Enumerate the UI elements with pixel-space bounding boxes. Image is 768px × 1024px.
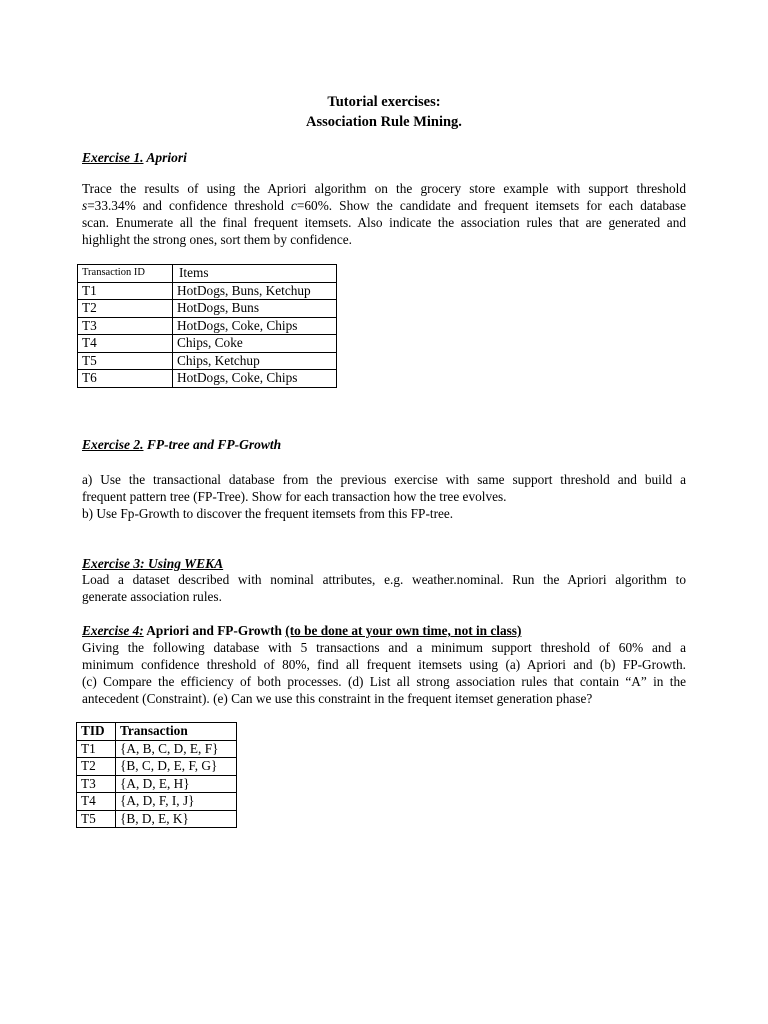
table-header-row [77, 723, 237, 741]
text-line [82, 197, 686, 214]
table-row [77, 758, 237, 776]
table-row [77, 810, 237, 828]
cell-tid: T5 [78, 352, 173, 370]
cell-tid: T4 [77, 793, 116, 811]
text-line: antecedent (Constraint). (e) Can we use this constraint in the frequent itemset generation phase? [82, 691, 593, 706]
exercise-1-title: Apriori [143, 150, 187, 165]
text-fragment: =33.34% and confidence threshold [87, 198, 291, 213]
table-row [78, 370, 337, 388]
cell-tid: T1 [78, 282, 173, 300]
exercise-3-heading [82, 555, 223, 572]
cell-tid: T6 [78, 370, 173, 388]
table-row [78, 300, 337, 318]
text-line: (c) Compare the efficiency of both processes. (d) List all strong association rules that contain “A” in the [82, 674, 686, 689]
text-line: b) Use Fp-Growth to discover the frequent itemsets from this FP-tree. [82, 506, 454, 521]
cell-items: HotDogs, Buns, Ketchup [173, 282, 337, 300]
cell-transaction: {B, D, E, K} [116, 810, 237, 828]
text-line: scan. Enumerate all the final frequent itemsets. Also indicate the association rules that are generated and [82, 215, 686, 230]
header-transaction: Transaction [116, 723, 237, 741]
page-title: Tutorial exercises: [327, 94, 441, 110]
grocery-transactions-table [77, 264, 337, 388]
table-row [77, 775, 237, 793]
exercise-4-text [82, 639, 686, 707]
cell-items: Chips, Ketchup [173, 352, 337, 370]
table-row [78, 335, 337, 353]
text-line: highlight the strong ones, sort them by confidence. [82, 232, 352, 247]
text-line: frequent pattern tree (FP-Tree). Show for each transaction how the tree evolves. [82, 489, 507, 504]
text-fragment: =60%. Show the candidate and frequent itemsets for each database [296, 198, 686, 213]
exercise-4-title: Apriori and FP-Growth [143, 623, 286, 638]
table-row [78, 282, 337, 300]
header-items: Items [173, 265, 337, 283]
cell-items: HotDogs, Coke, Chips [173, 317, 337, 335]
text-line: a) Use the transactional database from the previous exercise with same support threshold and build a [82, 472, 686, 487]
table-row [77, 740, 237, 758]
exercise-2-text [82, 471, 686, 522]
cell-tid: T2 [77, 758, 116, 776]
exercise-4-heading [82, 622, 686, 639]
exercise-2-title: FP-tree and FP-Growth [143, 437, 282, 452]
text-line: minimum confidence threshold of 80%, find all frequent itemsets using (a) Apriori and (b) FP-Growth. [82, 657, 686, 672]
exercise-4-note: (to be done at your own time, not in class) [285, 623, 522, 638]
cell-items: Chips, Coke [173, 335, 337, 353]
table-row [78, 352, 337, 370]
cell-tid: T4 [78, 335, 173, 353]
cell-tid: T2 [78, 300, 173, 318]
exercise-4-transactions-table [76, 722, 237, 828]
exercise-4-label: Exercise 4: [82, 623, 144, 638]
exercise-2-label: Exercise 2. [82, 437, 144, 452]
text-line: generate association rules. [82, 589, 222, 604]
header-tid: TID [77, 723, 116, 741]
exercise-1-text [82, 180, 686, 248]
cell-tid: T1 [77, 740, 116, 758]
cell-tid: T3 [78, 317, 173, 335]
symbol-s: s [82, 198, 88, 213]
exercise-3-label: Exercise 3: Using WEKA [82, 556, 224, 571]
cell-items: HotDogs, Buns [173, 300, 337, 318]
cell-items: HotDogs, Coke, Chips [173, 370, 337, 388]
exercise-2-heading [82, 436, 281, 453]
exercise-3-text [82, 571, 686, 605]
cell-transaction: {A, B, C, D, E, F} [116, 740, 237, 758]
cell-transaction: {A, D, E, H} [116, 775, 237, 793]
header-transaction-id: Transaction ID [78, 265, 173, 283]
table-row [77, 793, 237, 811]
page-subtitle: Association Rule Mining. [306, 114, 462, 130]
text-line: Giving the following database with 5 transactions and a minimum support threshold of 60% and a [82, 640, 686, 655]
text-line: Load a dataset described with nominal attributes, e.g. weather.nominal. Run the Apriori algorithm to [82, 572, 686, 587]
cell-transaction: {B, C, D, E, F, G} [116, 758, 237, 776]
cell-tid: T5 [77, 810, 116, 828]
exercise-1-label: Exercise 1. [82, 150, 144, 165]
table-header-row [78, 265, 337, 283]
cell-tid: T3 [77, 775, 116, 793]
cell-transaction: {A, D, F, I, J} [116, 793, 237, 811]
exercise-1-heading [82, 149, 187, 166]
text-line: Trace the results of using the Apriori algorithm on the grocery store example with support threshold [82, 181, 686, 196]
table-row [78, 317, 337, 335]
symbol-c: c [291, 198, 297, 213]
